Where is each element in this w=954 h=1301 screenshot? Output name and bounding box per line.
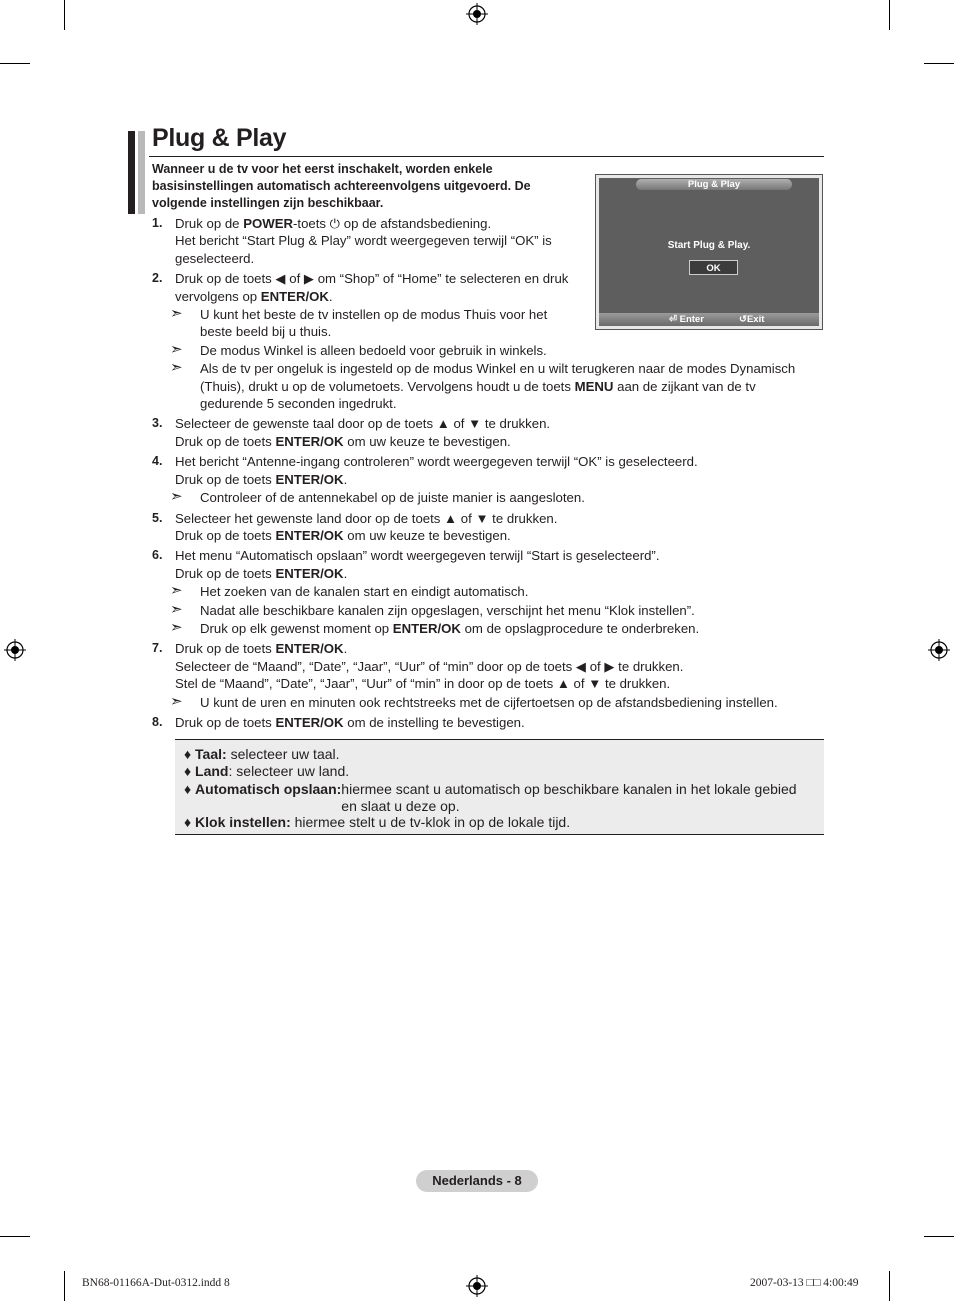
step-6 [152,547,820,637]
step-1 [152,215,580,267]
step-note [170,618,820,637]
tv-screen-header: Plug & Play [636,179,792,190]
note-text: U kunt de uren en minuten ook rechtstreeks met de cijfertoetsen op de afstandsbediening instellen. [200,694,778,710]
print-slug-file: BN68-01166A-Dut-0312.indd 8 [82,1277,230,1289]
summary-item [184,814,570,831]
step-text: om de instelling te bevestigen. [343,714,525,730]
note-key: ENTER/OK [392,620,461,636]
step-text: -toets ⏻ op de afstandsbediening. [293,216,492,231]
note-arrow-icon: ➣ [170,618,183,636]
summary-term: Automatisch opslaan: [195,781,342,797]
summary-term: Land [195,763,229,779]
step-key: ENTER/OK [275,471,344,487]
step-key: ENTER/OK [275,433,344,449]
step-note [170,359,820,412]
step-key: ENTER/OK [275,641,344,657]
crop-mark [924,63,954,64]
step-text: om uw keuze te bevestigen. [343,527,511,543]
step-2 [152,270,820,412]
note-text: Als de tv per ongeluk is ingesteld op de modus Winkel en u wilt terugkeren naar de modes Dynamisch (Thuis), drukt u op de volumetoets. Vervolgens houdt u de toets [200,361,796,394]
note-text: De modus Winkel is alleen bedoeld voor gebruik in winkels. [200,342,547,358]
summary-desc: hiermee scant u automatisch op beschikbare kanalen in het lokale gebied en slaat u deze op. [341,781,797,814]
step-text: om uw keuze te bevestigen. [343,433,511,449]
title-divider [149,156,824,157]
step-text: Druk op de toets [175,714,276,730]
crop-mark [924,1236,954,1237]
step-text: . [343,641,348,657]
step-note [170,692,820,711]
note-arrow-icon: ➣ [170,600,183,618]
step-text: Het bericht “Start Plug & Play” wordt weergegeven terwijl “OK” is geselecteerd. [175,233,552,266]
page-number-badge: Nederlands - 8 [416,1170,538,1192]
note-arrow-icon: ➣ [170,340,183,358]
note-arrow-icon: ➣ [170,582,183,600]
settings-summary-box [175,739,824,835]
step-text: Selecteer de gewenste taal door op de toets ▲ of ▼ te drukken. [175,416,551,432]
step-number: 3. [152,416,163,431]
tv-enter-label: Enter [679,314,704,325]
diamond-bullet-icon: ♦ [184,781,196,797]
step-note [170,582,820,600]
note-arrow-icon: ➣ [170,359,183,377]
step-text: Druk op de toets [175,471,276,487]
step-key: POWER [243,216,294,231]
crop-mark [0,63,30,64]
note-text: Druk op elk gewenst moment op [200,620,393,636]
step-text: Het bericht “Antenne-ingang controleren” wordt weergegeven terwijl “OK” is geselecteerd. [175,454,698,470]
tv-exit-label: Exit [746,314,765,325]
registration-mark-icon [466,3,488,25]
step-text: Druk op de toets ◀ of ▶ om “Shop” of “Home” te selecteren en druk vervolgens op [175,271,569,304]
step-text: Druk op de toets [175,527,276,543]
summary-desc: : selecteer uw land. [228,763,350,779]
summary-item [184,763,349,780]
step-8 [152,714,820,731]
step-number: 5. [152,510,163,525]
step-text: . [328,288,333,304]
section-marker [128,131,135,214]
step-text: Druk op de toets [175,565,276,581]
step-text: Selecteer het gewenste land door op de toets ▲ of ▼ te drukken. [175,510,558,526]
step-note [170,600,820,619]
note-arrow-icon: ➣ [170,692,183,710]
tv-screen-message: Start Plug & Play. [667,240,751,251]
crop-mark [64,1271,65,1301]
diamond-bullet-icon: ♦ [184,763,196,779]
diamond-bullet-icon: ♦ [184,746,196,762]
step-note [170,305,555,341]
registration-mark-icon [466,1275,488,1297]
step-number: 8. [152,714,163,729]
note-text: Controleer of de antennekabel op de juiste manier is aangesloten. [200,490,585,506]
step-note [170,488,820,506]
step-number: 2. [152,271,163,286]
summary-item [184,746,340,763]
page-title: Plug & Play [152,124,287,152]
step-7 [152,640,820,711]
note-arrow-icon: ➣ [170,488,183,506]
step-number: 7. [152,641,163,656]
note-text: aan de zijkant van de tv gedurende 5 seconden ingedrukt. [200,378,756,412]
step-number: 6. [152,548,163,563]
step-key: ENTER/OK [275,527,344,543]
step-text: Druk op de toets [175,641,276,657]
step-key: ENTER/OK [275,565,344,581]
step-5 [152,510,820,545]
summary-desc: selecteer uw taal. [226,746,340,762]
crop-mark [889,1271,890,1301]
diamond-bullet-icon: ♦ [184,814,196,830]
step-note [170,340,820,359]
summary-desc: hiermee stelt u de tv-klok in op de lokale tijd. [290,814,571,830]
summary-item [184,781,814,815]
step-text: . [343,471,348,487]
step-number: 1. [152,216,163,230]
registration-mark-icon [928,639,950,661]
summary-term: Taal: [195,746,227,762]
tv-ok-button: OK [689,260,738,275]
note-key: MENU [574,378,614,394]
note-arrow-icon: ➣ [170,305,183,323]
crop-mark [64,0,65,30]
step-key: ENTER/OK [275,714,344,730]
step-text: Druk op de toets [175,433,276,449]
note-text: Het zoeken van de kanalen start en eindigt automatisch. [200,584,529,600]
note-text: om de opslagprocedure te onderbreken. [460,620,700,636]
print-slug-date: 2007-03-13 □□ 4:00:49 [750,1277,859,1289]
step-text: Het menu “Automatisch opslaan” wordt weergegeven terwijl “Start is geselecteerd”. [175,548,660,564]
steps-list [152,215,820,734]
return-icon: ↺ [739,314,747,325]
summary-term: Klok instellen: [195,814,291,830]
crop-mark [0,1236,30,1237]
step-text: Stel de “Maand”, “Date”, “Jaar”, “Uur” of “min” in door op de toets ▲ of ▼ te drukken. [175,676,671,692]
note-text: U kunt het beste de tv instellen op de modus Thuis voor het beste beeld bij u thuis. [200,307,548,340]
step-number: 4. [152,454,163,469]
enter-icon: ⏎ [669,314,677,325]
step-text: Druk op de [175,216,244,231]
section-marker [138,131,145,214]
step-text: Selecteer de “Maand”, “Date”, “Jaar”, “Uur” of “min” door op de toets ◀ of ▶ te drukken. [175,658,684,674]
step-3 [152,415,820,450]
step-4 [152,453,820,506]
step-text: . [343,565,348,581]
registration-mark-icon [4,639,26,661]
intro-text: Wanneer u de tv voor het eerst inschakelt, worden enkele basisinstellingen automatisch achtereenvolgens uitgevoerd. De volgende instellingen zijn beschikbaar. [152,162,531,210]
note-text: Nadat alle beschikbare kanalen zijn opgeslagen, verschijnt het menu “Klok instellen”. [200,602,695,618]
step-key: ENTER/OK [260,288,329,304]
crop-mark [889,0,890,30]
